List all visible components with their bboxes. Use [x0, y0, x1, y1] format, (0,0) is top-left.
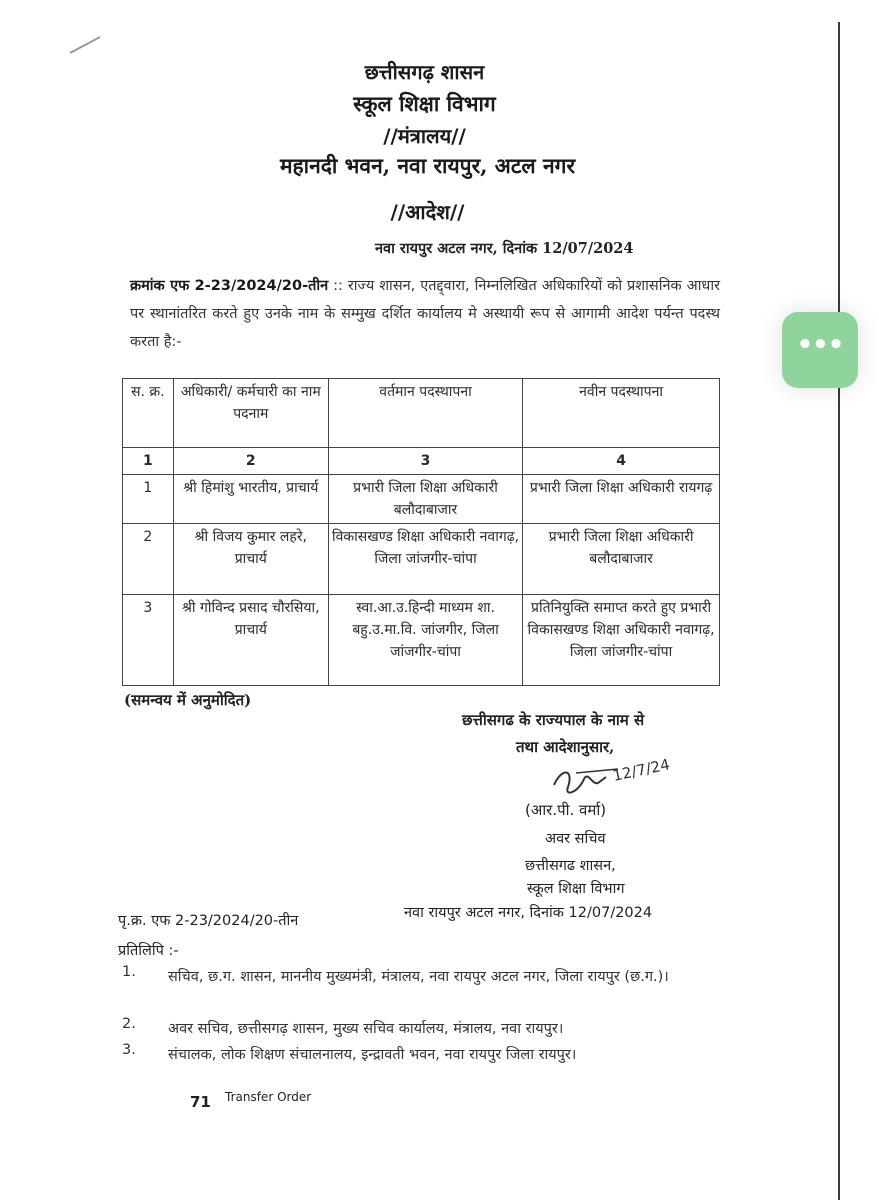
signature-date: 12/7/24: [611, 755, 672, 785]
column-number: 2: [173, 448, 328, 475]
more-options-button[interactable]: [782, 312, 858, 388]
order-paragraph: [130, 272, 720, 356]
row-name: श्री गोविन्द प्रसाद चौरसिया, प्राचार्य: [173, 595, 328, 686]
order-text: :: राज्य शासन, एतद्द्वारा, निम्नलिखित अधिकारियों को प्रशासनिक आधार पर स्थानांतरित करते हुए उनके नाम के सम्मुख दर्शित कार्यालय मे अस्थायी रूप से आगामी आदेश पर्यन्त पदस्थ करता है:-: [130, 278, 721, 350]
row-name: श्री हिमांशु भारतीय, प्राचार्य: [173, 475, 328, 524]
header-new-posting: नवीन पदस्थापना: [523, 379, 720, 448]
table-row: [123, 524, 720, 595]
signatory-name: (आर.पी. वर्मा): [525, 801, 607, 819]
list-item-text: संचालक, लोक शिक्षण संचालनालय, इन्द्रावती भवन, नवा रायपुर जिला रायपुर।: [168, 1047, 577, 1063]
list-item-number: 1.: [122, 964, 136, 980]
column-number: 3: [328, 448, 522, 475]
list-item-text: अवर सचिव, छत्तीसगढ़ शासन, मुख्य सचिव कार्यालय, मंत्रालय, नवा रायपुर।: [168, 1021, 564, 1037]
table-row: [123, 475, 720, 524]
header-department: स्कूल शिक्षा विभाग: [353, 91, 496, 116]
header-current-posting: वर्तमान पदस्थापना: [328, 379, 522, 448]
signatory-designation: अवर सचिव: [545, 831, 606, 847]
table-number-row: [123, 448, 720, 475]
column-number: 1: [123, 448, 174, 475]
header-order-title: //आदेश//: [390, 200, 465, 224]
column-number: 4: [523, 448, 720, 475]
footer-caption: Transfer Order: [225, 1090, 312, 1104]
page-number: 71: [190, 1093, 211, 1111]
row-current-posting: प्रभारी जिला शिक्षा अधिकारी बलौदाबाजार: [328, 475, 522, 524]
header-ministry: //मंत्रालय//: [383, 124, 466, 148]
list-item-text: सचिव, छ.ग. शासन, माननीय मुख्यमंत्री, मंत्रालय, नवा रायपुर अटल नगर, जिला रायपुर (छ.ग.)।: [168, 969, 669, 985]
order-date: नवा रायपुर अटल नगर, दिनांक 12/07/2024: [375, 240, 634, 257]
list-item-number: 3.: [122, 1042, 136, 1058]
signatory-line-2: तथा आदेशानुसार,: [516, 738, 615, 756]
approved-note: (समन्वय में अनुमोदित): [124, 691, 252, 709]
transfer-table: [122, 378, 720, 686]
signatory-department: स्कूल शिक्षा विभाग: [527, 881, 625, 897]
row-new-posting: प्रभारी जिला शिक्षा अधिकारी बलौदाबाजार: [523, 524, 720, 595]
table-row: [123, 595, 720, 686]
row-name: श्री विजय कुमार लहरे, प्राचार्य: [173, 524, 328, 595]
scan-mark: [70, 36, 101, 54]
copy-reference-number: पृ.क्र. एफ 2-23/2024/20-तीन: [118, 913, 299, 929]
copy-reference-date: नवा रायपुर अटल नगर, दिनांक 12/07/2024: [404, 905, 653, 921]
signatory-government: छत्तीसगढ शासन,: [525, 858, 616, 874]
signatory-line-1: छत्तीसगढ के राज्यपाल के नाम से: [462, 711, 645, 729]
copy-label: प्रतिलिपि :-: [118, 943, 179, 959]
order-number: क्रमांक एफ 2-23/2024/20-तीन: [130, 278, 329, 294]
header-government: छत्तीसगढ़ शासन: [364, 60, 485, 84]
header-address: महानदी भवन, नवा रायपुर, अटल नगर: [279, 153, 576, 178]
row-current-posting: विकासखण्ड शिक्षा अधिकारी नवागढ़, जिला जांजगीर-चांपा: [328, 524, 522, 595]
row-new-posting: प्रतिनियुक्ति समाप्त करते हुए प्रभारी विकासखण्ड शिक्षा अधिकारी नवागढ़, जिला जांजगीर-चांपा: [523, 595, 720, 686]
row-sno: 1: [123, 475, 174, 524]
handwritten-signature: [548, 755, 688, 805]
row-sno: 3: [123, 595, 174, 686]
row-sno: 2: [123, 524, 174, 595]
row-current-posting: स्वा.आ.उ.हिन्दी माध्यम शा. बहु.उ.मा.वि. जांजगीर, जिला जांजगीर-चांपा: [328, 595, 522, 686]
list-item-number: 2.: [122, 1016, 136, 1032]
more-horizontal-icon: •••: [796, 330, 844, 360]
header-name: अधिकारी/ कर्मचारी का नाम पदनाम: [173, 379, 328, 448]
header-sno: स. क्र.: [123, 379, 174, 448]
row-new-posting: प्रभारी जिला शिक्षा अधिकारी रायगढ़: [523, 475, 720, 524]
table-header-row: [123, 379, 720, 448]
